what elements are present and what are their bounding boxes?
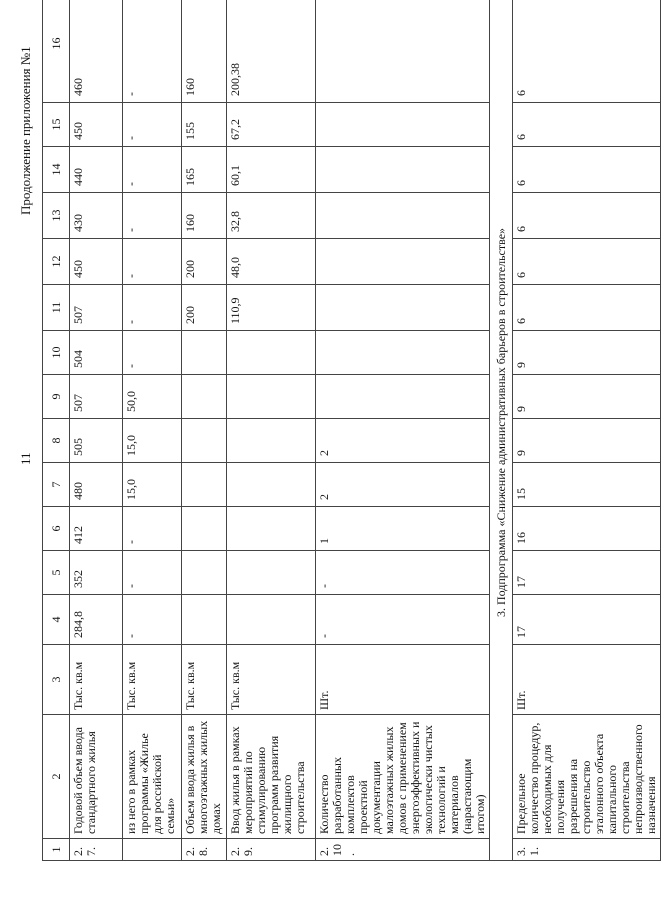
indicator-value: 412 [70, 507, 123, 551]
indicator-value [227, 375, 316, 419]
column-number: 12 [43, 239, 70, 285]
indicator-value [182, 595, 227, 645]
indicator-value [182, 375, 227, 419]
indicator-value: 450 [70, 239, 123, 285]
indicator-value: 6 [513, 103, 661, 147]
indicator-value: 200,38 [227, 0, 316, 103]
indicator-value [227, 595, 316, 645]
indicator-value [316, 193, 490, 239]
indicator-value: 9 [513, 419, 661, 463]
column-number: 16 [43, 0, 70, 103]
indicator-value: 6 [513, 0, 661, 103]
indicator-value: 450 [70, 103, 123, 147]
indicator-value: 32,8 [227, 193, 316, 239]
indicator-value [182, 419, 227, 463]
indicator-value: - [123, 239, 182, 285]
indicator-name: Объем ввода жилья в многоэтажных жилых домах [182, 715, 227, 839]
indicator-name: Предельное количество процедур, необходимых для получения разрешения на строительство эталонного объекта капитального строительства непроизводственного назначения [513, 715, 661, 839]
indicator-value: 200 [182, 285, 227, 331]
column-number: 14 [43, 147, 70, 193]
column-number: 9 [43, 375, 70, 419]
indicator-value: 15,0 [123, 463, 182, 507]
indicator-value [227, 507, 316, 551]
indicator-value: 430 [70, 193, 123, 239]
indicator-value: 67,2 [227, 103, 316, 147]
indicator-name: из него в рамках программы «Жилье для российской семьи» [123, 715, 182, 839]
indicator-value: - [123, 103, 182, 147]
indicator-value: 1 [316, 507, 490, 551]
indicator-value: 17 [513, 551, 661, 595]
row-number: 2.10. [316, 839, 490, 861]
row-number: 2.7. [70, 839, 123, 861]
indicator-value [182, 463, 227, 507]
table-row [70, 0, 123, 861]
indicator-value [316, 239, 490, 285]
table-row [123, 0, 182, 861]
indicator-value: 507 [70, 375, 123, 419]
row-number: 2.8. [182, 839, 227, 861]
indicator-value: 2 [316, 419, 490, 463]
indicator-value: 16 [513, 507, 661, 551]
indicator-value: - [316, 595, 490, 645]
indicator-name: Ввод жилья в рамках мероприятий по стимулированию программ развития жилищного строительства [227, 715, 316, 839]
unit-of-measure: Тыс. кв.м [182, 645, 227, 715]
indicator-value: 200 [182, 239, 227, 285]
indicator-value: 48,0 [227, 239, 316, 285]
indicator-value: - [123, 285, 182, 331]
column-number: 4 [43, 595, 70, 645]
unit-of-measure: Тыс. кв.м [123, 645, 182, 715]
indicator-value: 284,8 [70, 595, 123, 645]
indicator-value: - [316, 551, 490, 595]
indicator-value: 352 [70, 551, 123, 595]
indicator-name: Годовой объем ввода стандартного жилья [70, 715, 123, 839]
table-row [182, 0, 227, 861]
row-number [123, 839, 182, 861]
indicator-value [182, 507, 227, 551]
section-row [490, 0, 513, 861]
indicator-value [316, 331, 490, 375]
indicator-value: 50,0 [123, 375, 182, 419]
column-number: 10 [43, 331, 70, 375]
indicator-value: 9 [513, 331, 661, 375]
table-row [513, 0, 661, 861]
row-number: 3.1. [513, 839, 661, 861]
indicator-value [227, 419, 316, 463]
indicator-value: - [123, 0, 182, 103]
indicator-value [316, 285, 490, 331]
indicator-value: 440 [70, 147, 123, 193]
indicator-value: - [123, 147, 182, 193]
unit-of-measure: Тыс. кв.м [70, 645, 123, 715]
indicator-value: 15 [513, 463, 661, 507]
table-row [227, 0, 316, 861]
column-number: 13 [43, 193, 70, 239]
indicator-value: 15,0 [123, 419, 182, 463]
indicator-value: - [123, 331, 182, 375]
indicator-value: - [123, 507, 182, 551]
column-number: 2 [43, 715, 70, 839]
indicator-value: 460 [70, 0, 123, 103]
indicator-value: 6 [513, 147, 661, 193]
indicator-value: 60,1 [227, 147, 316, 193]
indicator-value: 507 [70, 285, 123, 331]
indicator-value: 6 [513, 239, 661, 285]
indicators-table [42, 0, 661, 861]
table-header-row [43, 0, 70, 861]
table-row [316, 0, 490, 861]
indicator-value: 17 [513, 595, 661, 645]
indicator-value: 160 [182, 0, 227, 103]
indicator-value: - [123, 193, 182, 239]
indicator-value [227, 463, 316, 507]
unit-of-measure: Шт. [316, 645, 490, 715]
indicator-value [316, 103, 490, 147]
indicator-value: 6 [513, 285, 661, 331]
unit-of-measure: Тыс. кв.м [227, 645, 316, 715]
row-number: 2.9. [227, 839, 316, 861]
indicator-value: - [123, 595, 182, 645]
indicator-value [182, 551, 227, 595]
indicator-value [316, 375, 490, 419]
indicator-value: 165 [182, 147, 227, 193]
indicator-value: 110,9 [227, 285, 316, 331]
indicator-value: 480 [70, 463, 123, 507]
indicator-value: 6 [513, 193, 661, 239]
column-number: 7 [43, 463, 70, 507]
indicator-value [227, 551, 316, 595]
column-number: 11 [43, 285, 70, 331]
indicator-value: 2 [316, 463, 490, 507]
section-title: 3. Подпрограмма «Снижение административных барьеров в строительстве» [490, 0, 513, 861]
indicator-value [182, 331, 227, 375]
column-number: 5 [43, 551, 70, 595]
indicator-value: - [123, 551, 182, 595]
column-number: 1 [43, 839, 70, 861]
indicator-value [227, 331, 316, 375]
indicator-value: 9 [513, 375, 661, 419]
indicator-value: 504 [70, 331, 123, 375]
indicator-value [316, 0, 490, 103]
indicator-value: 505 [70, 419, 123, 463]
indicator-value: 160 [182, 193, 227, 239]
appendix-continuation-note: Продолжение приложения №1 [18, 46, 33, 215]
column-number: 6 [43, 507, 70, 551]
indicator-name: Количество разработанных комплектов проектной документации малоэтажных жилых домов с применением энергоэффективных и экологически чистых технологий и материалов (нарастающим итогом) [316, 715, 490, 839]
unit-of-measure: Шт. [513, 645, 661, 715]
column-number: 15 [43, 103, 70, 147]
column-number: 8 [43, 419, 70, 463]
page-number: 11 [18, 452, 33, 465]
column-number: 3 [43, 645, 70, 715]
indicator-value [316, 147, 490, 193]
indicator-value: 155 [182, 103, 227, 147]
